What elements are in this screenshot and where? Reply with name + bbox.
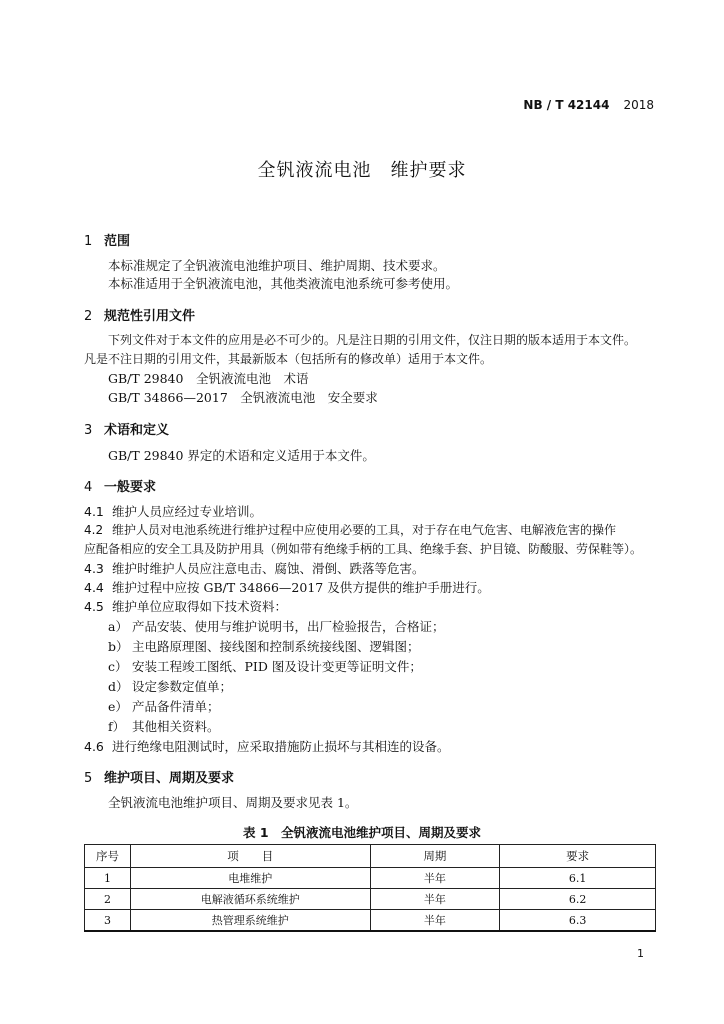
cell-item: 热管理系统维护 xyxy=(130,910,370,932)
clause-text: 维护过程中应按 GB/T 34866—2017 及供方提供的维护手册进行。 xyxy=(112,580,490,595)
clause-number: 4.3 xyxy=(84,561,104,576)
list-item-b xyxy=(108,637,420,655)
table-row xyxy=(85,868,656,889)
section-2-para-line-2: 凡是不注日期的引用文件，其最新版本（包括所有的修改单）适用于本文件。 xyxy=(84,352,493,366)
header-requirement: 要求 xyxy=(500,845,656,868)
table-caption: 表 1 全钒液流电池维护项目、周期及要求 xyxy=(242,825,482,840)
list-letter: f） xyxy=(108,719,126,734)
reference-2: GB/T 34866—2017 全钒液流电池 安全要求 xyxy=(108,390,378,405)
cell-requirement: 6.1 xyxy=(500,868,656,889)
clause-4-1 xyxy=(84,502,262,520)
list-text: 其他相关资料。 xyxy=(132,719,220,734)
section-1-heading xyxy=(84,230,130,249)
section-2-title: 规范性引用文件 xyxy=(104,309,196,324)
section-5-title: 维护项目、周期及要求 xyxy=(104,771,235,786)
section-5-number: 5 xyxy=(84,771,93,786)
document-title: 全钒液流电池 维护要求 xyxy=(257,160,467,181)
cell-serial-no: 3 xyxy=(85,910,131,932)
clause-4-2-continued: 应配备相应的安全工具及防护用具（例如带有绝缘手柄的工具、绝缘手套、护目镜、防酸服、劳保鞋等）。 xyxy=(84,542,643,556)
clause-number: 4.2 xyxy=(84,523,104,537)
table-row xyxy=(85,889,656,910)
section-1-para-2: 本标准适用于全钒液流电池，其他类液流电池系统可参考使用。 xyxy=(108,276,459,291)
list-letter: d） xyxy=(108,679,129,694)
section-2-heading xyxy=(84,305,195,324)
section-4-number: 4 xyxy=(84,480,93,495)
clause-4-6 xyxy=(84,737,450,755)
table-header-row xyxy=(85,845,656,868)
clause-text: 维护人员应经过专业培训。 xyxy=(112,504,263,519)
list-text: 产品安装、使用与维护说明书，出厂检验报告，合格证； xyxy=(132,619,445,634)
section-4-heading xyxy=(84,476,156,495)
cell-item: 电堆维护 xyxy=(130,868,370,889)
cell-requirement: 6.2 xyxy=(500,889,656,910)
header-item: 项 目 xyxy=(130,845,370,868)
section-3-number: 3 xyxy=(84,423,93,438)
cell-serial-no: 2 xyxy=(85,889,131,910)
section-2-number: 2 xyxy=(84,309,93,324)
clause-number: 4.4 xyxy=(84,580,104,595)
clause-4-5 xyxy=(84,597,287,615)
list-letter: c） xyxy=(108,659,128,674)
clause-text: 维护人员对电池系统进行维护过程中应使用必要的工具，对于存在电气危害、电解液危害的操作 xyxy=(112,523,617,537)
list-item-c xyxy=(108,657,422,675)
cell-period: 半年 xyxy=(370,889,500,910)
list-item-e xyxy=(108,697,220,715)
list-letter: a） xyxy=(108,619,128,634)
clause-4-3 xyxy=(84,559,425,577)
standard-number: NB / T 42144 xyxy=(523,98,610,112)
cell-period: 半年 xyxy=(370,868,500,889)
header-period: 周期 xyxy=(370,845,500,868)
section-4-title: 一般要求 xyxy=(104,480,157,495)
header-serial-no: 序号 xyxy=(85,845,131,868)
list-text: 产品备件清单； xyxy=(132,699,220,714)
section-5-heading xyxy=(84,767,234,786)
section-1-para-1: 本标准规定了全钒液流电池维护项目、维护周期、技术要求。 xyxy=(108,258,446,273)
cell-serial-no: 1 xyxy=(85,868,131,889)
list-item-f xyxy=(108,717,220,735)
section-1-title: 范围 xyxy=(104,234,131,249)
page-number: 1 xyxy=(637,947,644,960)
list-item-d xyxy=(108,677,232,695)
cell-period: 半年 xyxy=(370,910,500,932)
standard-year: 2018 xyxy=(623,98,654,112)
list-letter: b） xyxy=(108,639,129,654)
section-2-para-line-1: 下列文件对于本文件的应用是必不可少的。凡是注日期的引用文件，仅注日期的版本适用于本文件。 xyxy=(108,333,637,347)
maintenance-table xyxy=(84,844,656,932)
list-text: 主电路原理图、接线图和控制系统接线图、逻辑图； xyxy=(132,639,420,654)
list-text: 设定参数定值单； xyxy=(132,679,233,694)
reference-1: GB/T 29840 全钒液流电池 术语 xyxy=(108,371,309,386)
clause-number: 4.1 xyxy=(84,504,104,519)
section-5-para: 全钒液流电池维护项目、周期及要求见表 1。 xyxy=(108,795,358,810)
list-text: 安装工程竣工图纸、PID 图及设计变更等证明文件； xyxy=(132,659,422,674)
clause-4-4 xyxy=(84,578,490,596)
list-letter: e） xyxy=(108,699,128,714)
table-row xyxy=(85,910,656,932)
clause-text: 进行绝缘电阻测试时，应采取措施防止损坏与其相连的设备。 xyxy=(112,739,450,754)
standard-code xyxy=(523,98,654,112)
section-3-para: GB/T 29840 界定的术语和定义适用于本文件。 xyxy=(108,448,375,463)
clause-text: 维护时维护人员应注意电击、腐蚀、滑倒、跌落等危害。 xyxy=(112,561,425,576)
section-3-heading xyxy=(84,419,169,438)
clause-number: 4.6 xyxy=(84,739,104,754)
section-3-title: 术语和定义 xyxy=(104,423,170,438)
list-item-a xyxy=(108,617,445,635)
cell-item: 电解液循环系统维护 xyxy=(130,889,370,910)
clause-number: 4.5 xyxy=(84,599,104,614)
section-1-number: 1 xyxy=(84,234,93,249)
cell-requirement: 6.3 xyxy=(500,910,656,932)
clause-4-2 xyxy=(84,521,616,538)
clause-text: 维护单位应取得如下技术资料： xyxy=(112,599,288,614)
